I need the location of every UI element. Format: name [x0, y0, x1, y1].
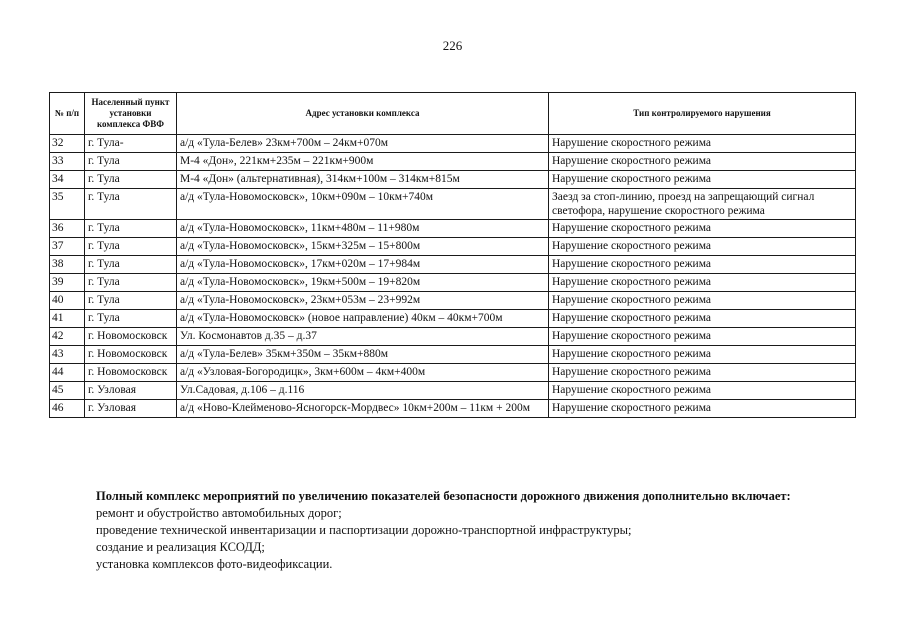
- cell-settlement: г. Новомосковск: [85, 346, 177, 364]
- cell-address: а/д «Узловая-Богородицк», 3км+600м – 4км+400м: [177, 364, 549, 382]
- cell-address: а/д «Тула-Новомосковск», 17км+020м – 17+984м: [177, 256, 549, 274]
- cell-settlement: г. Тула: [85, 171, 177, 189]
- cell-violation: Нарушение скоростного режима: [549, 135, 856, 153]
- table-row: [50, 274, 856, 292]
- table-row: [50, 364, 856, 382]
- cell-settlement: г. Тула: [85, 220, 177, 238]
- cell-num: 35: [50, 189, 85, 220]
- cell-settlement: г. Новомосковск: [85, 364, 177, 382]
- cell-violation: Нарушение скоростного режима: [549, 382, 856, 400]
- cell-num: 43: [50, 346, 85, 364]
- cell-num: 34: [50, 171, 85, 189]
- cell-settlement: г. Тула: [85, 238, 177, 256]
- camera-installation-table: [49, 92, 856, 418]
- table-row: [50, 382, 856, 400]
- cell-settlement: г. Тула: [85, 310, 177, 328]
- cell-settlement: г. Узловая: [85, 382, 177, 400]
- cell-num: 42: [50, 328, 85, 346]
- cell-address: М-4 «Дон» (альтернативная), 314км+100м – 314км+815м: [177, 171, 549, 189]
- header-address: Адрес установки комплекса: [177, 93, 549, 135]
- summary-block: [96, 488, 886, 573]
- cell-address: М-4 «Дон», 221км+235м – 221км+900м: [177, 153, 549, 171]
- cell-num: 33: [50, 153, 85, 171]
- cell-violation: Нарушение скоростного режима: [549, 346, 856, 364]
- cell-num: 44: [50, 364, 85, 382]
- cell-address: а/д «Тула-Белев» 35км+350м – 35км+880м: [177, 346, 549, 364]
- cell-settlement: г. Тула: [85, 292, 177, 310]
- cell-violation: Нарушение скоростного режима: [549, 400, 856, 418]
- header-settlement: Населенный пункт установки комплекса ФВФ: [85, 93, 177, 135]
- cell-violation: Нарушение скоростного режима: [549, 153, 856, 171]
- cell-settlement: г. Тула: [85, 274, 177, 292]
- page-number: 226: [442, 38, 463, 53]
- table-body: [50, 135, 856, 418]
- header-num: № п/п: [50, 93, 85, 135]
- cell-violation: Нарушение скоростного режима: [549, 364, 856, 382]
- cell-address: а/д «Тула-Новомосковск», 10км+090м – 10км+740м: [177, 189, 549, 220]
- cell-settlement: г. Узловая: [85, 400, 177, 418]
- cell-address: Ул.Садовая, д.106 – д.116: [177, 382, 549, 400]
- summary-item: проведение технической инвентаризации и паспортизации дорожно-транспортной инфраструктуры;: [96, 523, 632, 537]
- table-row: [50, 135, 856, 153]
- table-row: [50, 171, 856, 189]
- cell-settlement: г. Тула: [85, 153, 177, 171]
- cell-num: 46: [50, 400, 85, 418]
- table-row: [50, 346, 856, 364]
- cell-violation: Заезд за стоп-линию, проезд на запрещающий сигнал светофора, нарушение скоростного режима: [549, 189, 856, 220]
- cell-num: 32: [50, 135, 85, 153]
- table-row: [50, 328, 856, 346]
- cell-settlement: г. Тула-: [85, 135, 177, 153]
- table-row: [50, 189, 856, 220]
- cell-violation: Нарушение скоростного режима: [549, 238, 856, 256]
- cell-violation: Нарушение скоростного режима: [549, 274, 856, 292]
- summary-lead: Полный комплекс мероприятий по увеличению показателей безопасности дорожного движения дополнительно включает:: [96, 489, 791, 503]
- cell-num: 39: [50, 274, 85, 292]
- cell-settlement: г. Тула: [85, 256, 177, 274]
- cell-address: а/д «Тула-Новомосковск» (новое направление) 40км – 40км+700м: [177, 310, 549, 328]
- cell-num: 41: [50, 310, 85, 328]
- cell-address: Ул. Космонавтов д.35 – д.37: [177, 328, 549, 346]
- table-header-row: [50, 93, 856, 135]
- cell-address: а/д «Тула-Новомосковск», 19км+500м – 19+820м: [177, 274, 549, 292]
- cell-num: 40: [50, 292, 85, 310]
- cell-num: 45: [50, 382, 85, 400]
- header-violation: Тип контролируемого нарушения: [549, 93, 856, 135]
- cell-settlement: г. Новомосковск: [85, 328, 177, 346]
- summary-item: создание и реализация КСОДД;: [96, 540, 265, 554]
- table-row: [50, 292, 856, 310]
- cell-address: а/д «Тула-Новомосковск», 11км+480м – 11+980м: [177, 220, 549, 238]
- cell-violation: Нарушение скоростного режима: [549, 171, 856, 189]
- summary-item: установка комплексов фото-видеофиксации.: [96, 557, 333, 571]
- table-row: [50, 256, 856, 274]
- cell-violation: Нарушение скоростного режима: [549, 256, 856, 274]
- table-row: [50, 238, 856, 256]
- cell-violation: Нарушение скоростного режима: [549, 292, 856, 310]
- summary-item: ремонт и обустройство автомобильных дорог;: [96, 506, 342, 520]
- cell-settlement: г. Тула: [85, 189, 177, 220]
- cell-address: а/д «Тула-Новомосковск», 23км+053м – 23+992м: [177, 292, 549, 310]
- cell-violation: Нарушение скоростного режима: [549, 220, 856, 238]
- table-row: [50, 220, 856, 238]
- cell-address: а/д «Тула-Белев» 23км+700м – 24км+070м: [177, 135, 549, 153]
- cell-num: 37: [50, 238, 85, 256]
- table-row: [50, 153, 856, 171]
- cell-address: а/д «Тула-Новомосковск», 15км+325м – 15+800м: [177, 238, 549, 256]
- cell-violation: Нарушение скоростного режима: [549, 310, 856, 328]
- table-row: [50, 400, 856, 418]
- cell-violation: Нарушение скоростного режима: [549, 328, 856, 346]
- cell-address: а/д «Ново-Клейменово-Ясногорск-Мордвес» 10км+200м – 11км + 200м: [177, 400, 549, 418]
- cell-num: 38: [50, 256, 85, 274]
- table-row: [50, 310, 856, 328]
- cell-num: 36: [50, 220, 85, 238]
